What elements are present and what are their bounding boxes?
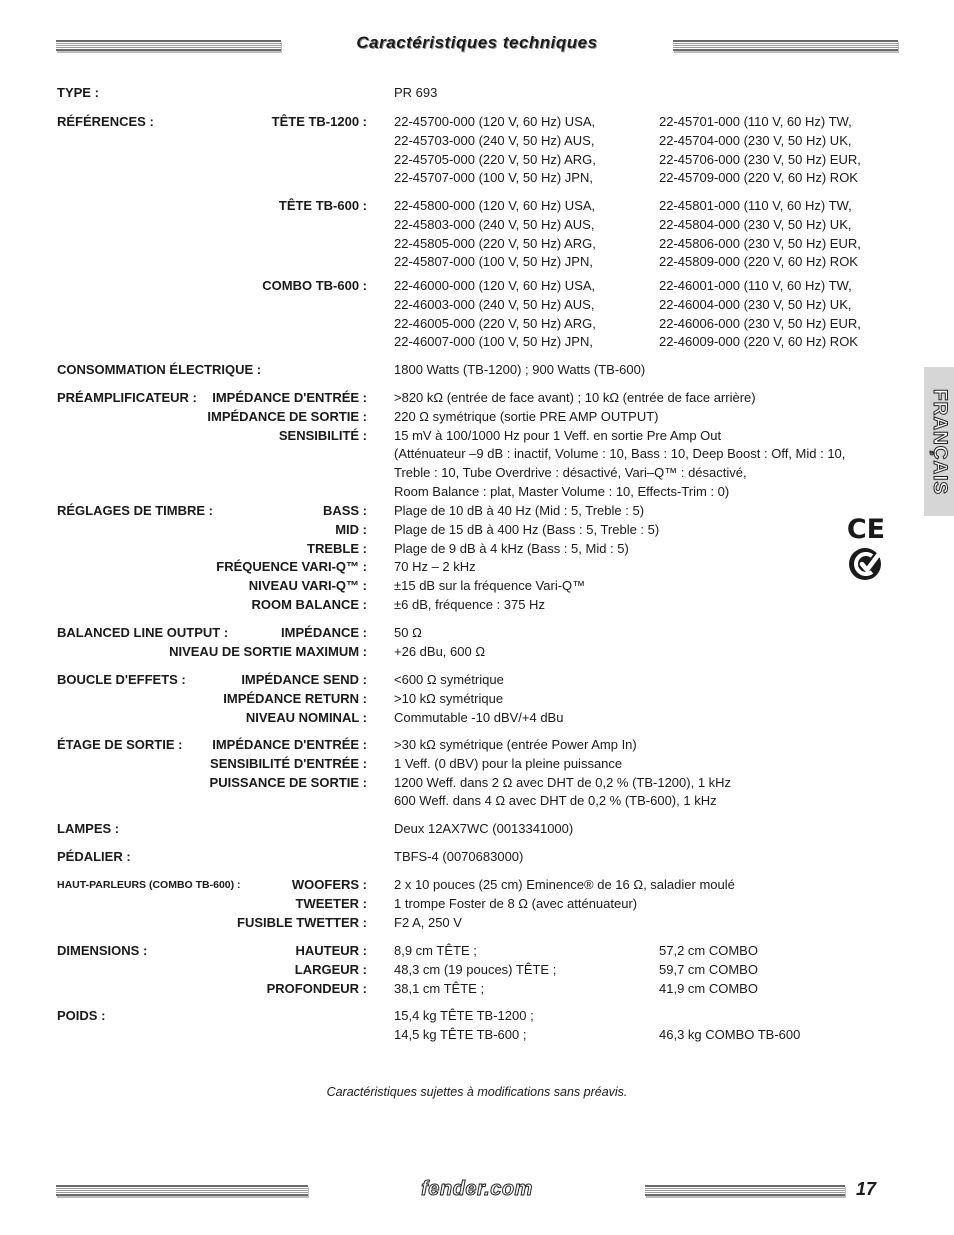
spec-sublabel: IMPÉDANCE SEND : (241, 672, 367, 687)
spec-label: ÉTAGE DE SORTIE : (57, 737, 183, 752)
spec-value: 22-45700-000 (120 V, 60 Hz) USA, (394, 114, 596, 129)
spec-value: 38,1 cm TÊTE ; (394, 980, 485, 996)
spec-value: 50 Ω (394, 625, 422, 640)
spec-value: 22-46007-000 (100 V, 50 Hz) JPN, (394, 334, 593, 350)
spec-value: 22-45705-000 (220 V, 50 Hz) ARG, (394, 151, 596, 167)
spec-value: 22-45704-000 (230 V, 50 Hz) UK, (659, 132, 852, 148)
spec-value: Room Balance : plat, Master Volume : 10, Effects-Trim : 0) (394, 483, 730, 499)
spec-value: 48,3 cm (19 pouces) TÊTE ; (394, 961, 557, 977)
spec-value: 70 Hz – 2 kHz (394, 559, 476, 575)
spec-sublabel: BASS : (322, 503, 367, 518)
spec-sublabel: TÊTE TB-1200 : (271, 114, 367, 129)
spec-label: PRÉAMPLIFICATEUR : (57, 390, 197, 405)
spec-value: >10 kΩ symétrique (394, 690, 504, 706)
spec-value: 22-45709-000 (220 V, 60 Hz) ROK (659, 170, 858, 186)
spec-sublabel: NIVEAU NOMINAL : (245, 709, 367, 725)
spec-value: 1800 Watts (TB-1200) ; 900 Watts (TB-600) (394, 362, 646, 377)
spec-value: 22-45706-000 (230 V, 50 Hz) EUR, (659, 151, 861, 167)
spec-sublabel: IMPÉDANCE DE SORTIE : (207, 408, 367, 424)
spec-value: 22-45809-000 (220 V, 60 Hz) ROK (659, 254, 858, 270)
spec-value: 22-46009-000 (220 V, 60 Hz) ROK (659, 334, 858, 350)
spec-value: >820 kΩ (entrée de face avant) ; 10 kΩ (entrée de face arrière) (394, 390, 756, 405)
spec-sublabel: IMPÉDANCE : (281, 625, 367, 640)
spec-value: F2 A, 250 V (394, 914, 462, 930)
spec-label: TYPE : (57, 85, 99, 100)
footnote: Caractéristiques sujettes à modifications sans préavis. (326, 1085, 628, 1099)
spec-value: 1 trompe Foster de 8 Ω (avec atténuateur) (394, 895, 638, 911)
footer-rule-right (645, 1185, 845, 1196)
header-rule-right (673, 40, 898, 51)
spec-value: Plage de 9 dB à 4 kHz (Bass : 5, Mid : 5) (394, 540, 629, 556)
spec-value: 22-45805-000 (220 V, 50 Hz) ARG, (394, 235, 596, 251)
spec-value: Commutable -10 dBV/+4 dBu (394, 709, 564, 725)
spec-label: HAUT-PARLEURS (COMBO TB-600) : (57, 879, 241, 891)
spec-value: 57,2 cm COMBO (659, 943, 758, 958)
spec-sublabel: PUISSANCE DE SORTIE : (209, 774, 367, 790)
spec-sublabel: TÊTE TB-600 : (278, 198, 367, 213)
spec-sublabel: TREBLE : (307, 540, 367, 556)
spec-label: CONSOMMATION ÉLECTRIQUE : (57, 362, 262, 377)
footer-site-logo[interactable]: fender.com (421, 1178, 533, 1200)
footer-rule-left (56, 1185, 308, 1196)
spec-value: Treble : 10, Tube Overdrive : désactivé, Vari–Q™ : désactivé, (394, 465, 747, 481)
c-tick-mark-icon (848, 547, 884, 581)
spec-sublabel: COMBO TB-600 : (262, 278, 367, 293)
spec-label: DIMENSIONS : (57, 943, 148, 958)
spec-value: 15,4 kg TÊTE TB-1200 ; (394, 1008, 534, 1023)
spec-value: 22-45703-000 (240 V, 50 Hz) AUS, (394, 132, 595, 148)
spec-value: 22-45806-000 (230 V, 50 Hz) EUR, (659, 235, 861, 251)
spec-value: 22-46003-000 (240 V, 50 Hz) AUS, (394, 296, 595, 312)
spec-value: +26 dBu, 600 Ω (394, 643, 486, 659)
spec-value: Plage de 10 dB à 40 Hz (Mid : 5, Treble : 5) (394, 503, 645, 518)
spec-sublabel: FUSIBLE TWETTER : (237, 914, 367, 930)
spec-value: 2 x 10 pouces (25 cm) Eminence® de 16 Ω, saladier moulé (394, 877, 735, 892)
spec-value: 46,3 kg COMBO TB-600 (659, 1026, 801, 1042)
spec-value: 22-46000-000 (120 V, 60 Hz) USA, (394, 278, 596, 293)
spec-value: 22-46001-000 (110 V, 60 Hz) TW, (659, 278, 852, 293)
spec-value: 600 Weff. dans 4 Ω avec DHT de 0,2 % (TB-600), 1 kHz (394, 793, 717, 809)
spec-value: 22-45707-000 (100 V, 50 Hz) JPN, (394, 170, 593, 186)
spec-value: ±6 dB, fréquence : 375 Hz (394, 596, 545, 612)
spec-value: 14,5 kg TÊTE TB-600 ; (394, 1026, 527, 1042)
spec-sublabel: PROFONDEUR : (266, 980, 367, 996)
spec-value: 22-45801-000 (110 V, 60 Hz) TW, (659, 198, 852, 213)
spec-value: 1 Veff. (0 dBV) pour la pleine puissance (394, 755, 623, 771)
spec-value: 220 Ω symétrique (sortie PRE AMP OUTPUT) (394, 408, 659, 424)
page-title: Caractéristiques techniques (356, 33, 598, 52)
spec-value: Deux 12AX7WC (0013341000) (394, 821, 574, 836)
spec-sublabel: SENSIBILITÉ D'ENTRÉE : (210, 755, 367, 771)
spec-value: 22-45807-000 (100 V, 50 Hz) JPN, (394, 254, 593, 270)
spec-value: TBFS-4 (0070683000) (394, 849, 524, 864)
spec-value: 15 mV à 100/1000 Hz pour 1 Veff. en sortie Pre Amp Out (394, 427, 722, 443)
spec-label: RÉFÉRENCES : (57, 114, 154, 129)
spec-value: Plage de 15 dB à 400 Hz (Bass : 5, Treble : 5) (394, 521, 660, 537)
spec-value: 22-45800-000 (120 V, 60 Hz) USA, (394, 198, 596, 213)
spec-value: (Atténuateur –9 dB : inactif, Volume : 10, Bass : 10, Deep Boost : Off, Mid : 10, (394, 446, 846, 462)
spec-value: 22-46006-000 (230 V, 50 Hz) EUR, (659, 315, 861, 331)
spec-value: 1200 Weff. dans 2 Ω avec DHT de 0,2 % (TB-1200), 1 kHz (394, 774, 732, 790)
spec-sublabel: FRÉQUENCE VARI-Q™ : (216, 559, 367, 575)
spec-value (659, 1007, 889, 1026)
spec-value: 22-46004-000 (230 V, 50 Hz) UK, (659, 296, 852, 312)
spec-value: ±15 dB sur la fréquence Vari-Q™ (394, 578, 586, 594)
spec-sublabel: SENSIBILITÉ : (278, 427, 367, 443)
spec-sublabel: IMPÉDANCE RETURN : (223, 690, 367, 706)
spec-sublabel: NIVEAU DE SORTIE MAXIMUM : (169, 643, 367, 659)
spec-value: 22-45701-000 (110 V, 60 Hz) TW, (659, 114, 852, 129)
spec-label: BALANCED LINE OUTPUT : (57, 625, 229, 640)
spec-sublabel: MID : (335, 521, 367, 537)
spec-value: 22-46005-000 (220 V, 50 Hz) ARG, (394, 315, 596, 331)
spec-label: BOUCLE D'EFFETS : (57, 672, 186, 687)
spec-sublabel: NIVEAU VARI-Q™ : (248, 578, 367, 594)
spec-sublabel: HAUTEUR : (295, 943, 367, 958)
spec-value: 41,9 cm COMBO (659, 980, 758, 996)
page-number: 17 (856, 1179, 877, 1199)
spec-sublabel: IMPÉDANCE D'ENTRÉE : (212, 390, 367, 405)
spec-sublabel: WOOFERS : (291, 877, 367, 892)
spec-value: 22-45804-000 (230 V, 50 Hz) UK, (659, 216, 852, 232)
spec-value: PR 693 (394, 85, 438, 100)
spec-label: RÉGLAGES DE TIMBRE : (57, 503, 214, 518)
spec-sublabel: IMPÉDANCE D'ENTRÉE : (212, 737, 367, 752)
spec-value: 8,9 cm TÊTE ; (394, 943, 477, 958)
spec-value: 22-45803-000 (240 V, 50 Hz) AUS, (394, 216, 595, 232)
spec-sublabel: LARGEUR : (294, 961, 367, 977)
ce-mark-icon: CE (846, 514, 886, 545)
spec-label: POIDS : (57, 1008, 106, 1023)
language-tab-label: FRANÇAIS (929, 388, 950, 496)
spec-value: 59,7 cm COMBO (659, 961, 758, 977)
spec-sublabel: ROOM BALANCE : (251, 596, 367, 612)
spec-label: PÉDALIER : (57, 849, 131, 864)
spec-label: LAMPES : (57, 821, 120, 836)
spec-sublabel: TWEETER : (295, 895, 367, 911)
spec-value: >30 kΩ symétrique (entrée Power Amp In) (394, 737, 637, 752)
spec-value: <600 Ω symétrique (394, 672, 504, 687)
